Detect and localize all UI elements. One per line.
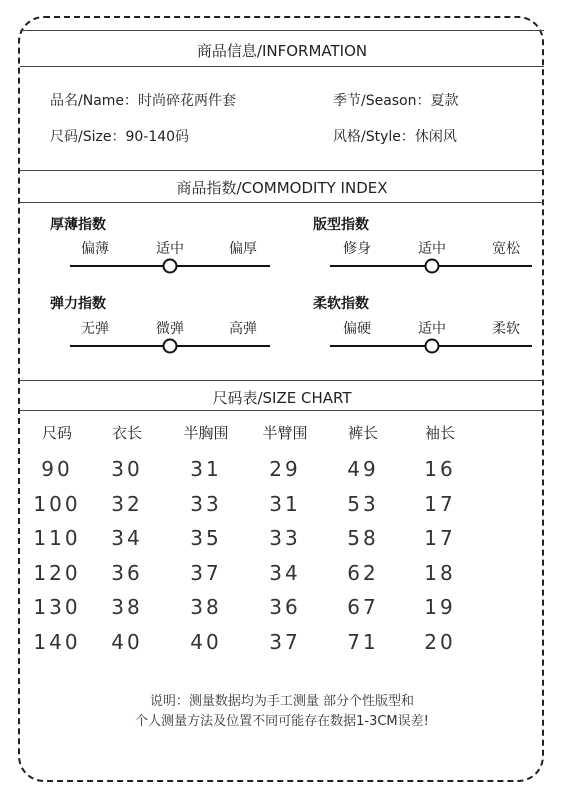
table-cell: 18 (424, 560, 456, 585)
table-cell: 90 (41, 457, 73, 481)
divider (20, 66, 544, 67)
table-cell: 40 (111, 629, 143, 654)
table-cell: 33 (190, 491, 222, 516)
table-cell: 120 (33, 560, 81, 585)
table-cell: 37 (190, 560, 222, 585)
commodity-index-title: 商品指数/COMMODITY INDEX (176, 179, 388, 197)
table-cell: 100 (33, 491, 81, 516)
product-style: 风格/Style：休闲风 (333, 129, 457, 145)
product-size: 尺码/Size：90-140码 (50, 129, 190, 145)
table-cell: 36 (111, 560, 143, 585)
table-header-cell: 尺码 (41, 424, 73, 442)
table-cell: 71 (347, 629, 379, 654)
table-cell: 36 (269, 595, 301, 619)
table-cell: 30 (111, 457, 143, 481)
table-header-cell: 袖长 (424, 424, 456, 442)
divider (20, 202, 544, 203)
scale-label: 适中 (418, 321, 446, 337)
product-name: 品名/Name：时尚碎花两件套 (50, 93, 237, 109)
table-cell: 31 (269, 491, 301, 516)
table-cell: 40 (190, 629, 222, 654)
index-title: 弹力指数 (50, 296, 106, 312)
table-cell: 17 (424, 526, 456, 550)
table-cell: 17 (424, 491, 456, 516)
table-header-cell: 半臂围 (262, 424, 308, 442)
scale-label: 无弹 (81, 321, 109, 337)
divider (20, 380, 544, 381)
table-cell: 34 (111, 526, 143, 550)
table-cell: 31 (190, 457, 222, 481)
divider (20, 170, 544, 171)
product-season: 季节/Season：夏款 (333, 93, 459, 109)
table-cell: 140 (33, 629, 81, 654)
divider (20, 30, 544, 31)
scale-label: 修身 (343, 241, 371, 257)
table-cell: 35 (190, 526, 222, 550)
table-header-cell: 衣长 (111, 424, 143, 442)
scale-marker-icon (163, 339, 178, 354)
scale-label: 高弹 (229, 321, 257, 337)
scale-marker-icon (425, 339, 440, 354)
table-cell: 49 (347, 457, 379, 481)
scale-marker-icon (425, 259, 440, 274)
table-cell: 33 (269, 526, 301, 550)
table-cell: 62 (347, 560, 379, 585)
divider (20, 410, 544, 411)
table-cell: 37 (269, 629, 301, 654)
scale-label: 微弹 (156, 321, 184, 337)
note-line-2: 个人测量方法及位置不同可能存在数据1-3CM误差! (135, 714, 429, 729)
size-chart-title: 尺码表/SIZE CHART (212, 389, 352, 407)
table-cell: 110 (33, 526, 81, 550)
information-title: 商品信息/INFORMATION (196, 42, 368, 60)
table-cell: 16 (424, 457, 456, 481)
scale-label: 宽松 (492, 241, 520, 257)
table-cell: 38 (190, 595, 222, 619)
scale-label: 适中 (156, 241, 184, 257)
table-cell: 67 (347, 595, 379, 619)
table-cell: 34 (269, 560, 301, 585)
table-cell: 58 (347, 526, 379, 550)
table-cell: 130 (33, 595, 81, 619)
table-cell: 20 (424, 629, 456, 654)
scale-label: 适中 (418, 241, 446, 257)
table-cell: 38 (111, 595, 143, 619)
table-cell: 19 (424, 595, 456, 619)
scale-marker-icon (163, 259, 178, 274)
index-title: 厚薄指数 (50, 217, 106, 233)
table-cell: 32 (111, 491, 143, 516)
table-header-cell: 裤长 (347, 424, 379, 442)
scale-label: 偏硬 (343, 321, 371, 337)
scale-label: 偏薄 (81, 241, 109, 257)
table-cell: 53 (347, 491, 379, 516)
index-title: 版型指数 (313, 217, 369, 233)
scale-label: 柔软 (492, 321, 520, 337)
table-header-cell: 半胸围 (183, 424, 229, 442)
scale-label: 偏厚 (229, 241, 257, 257)
note-line-1: 说明：测量数据均为手工测量 部分个性版型和 (149, 694, 415, 709)
index-title: 柔软指数 (313, 296, 369, 312)
table-cell: 29 (269, 457, 301, 481)
